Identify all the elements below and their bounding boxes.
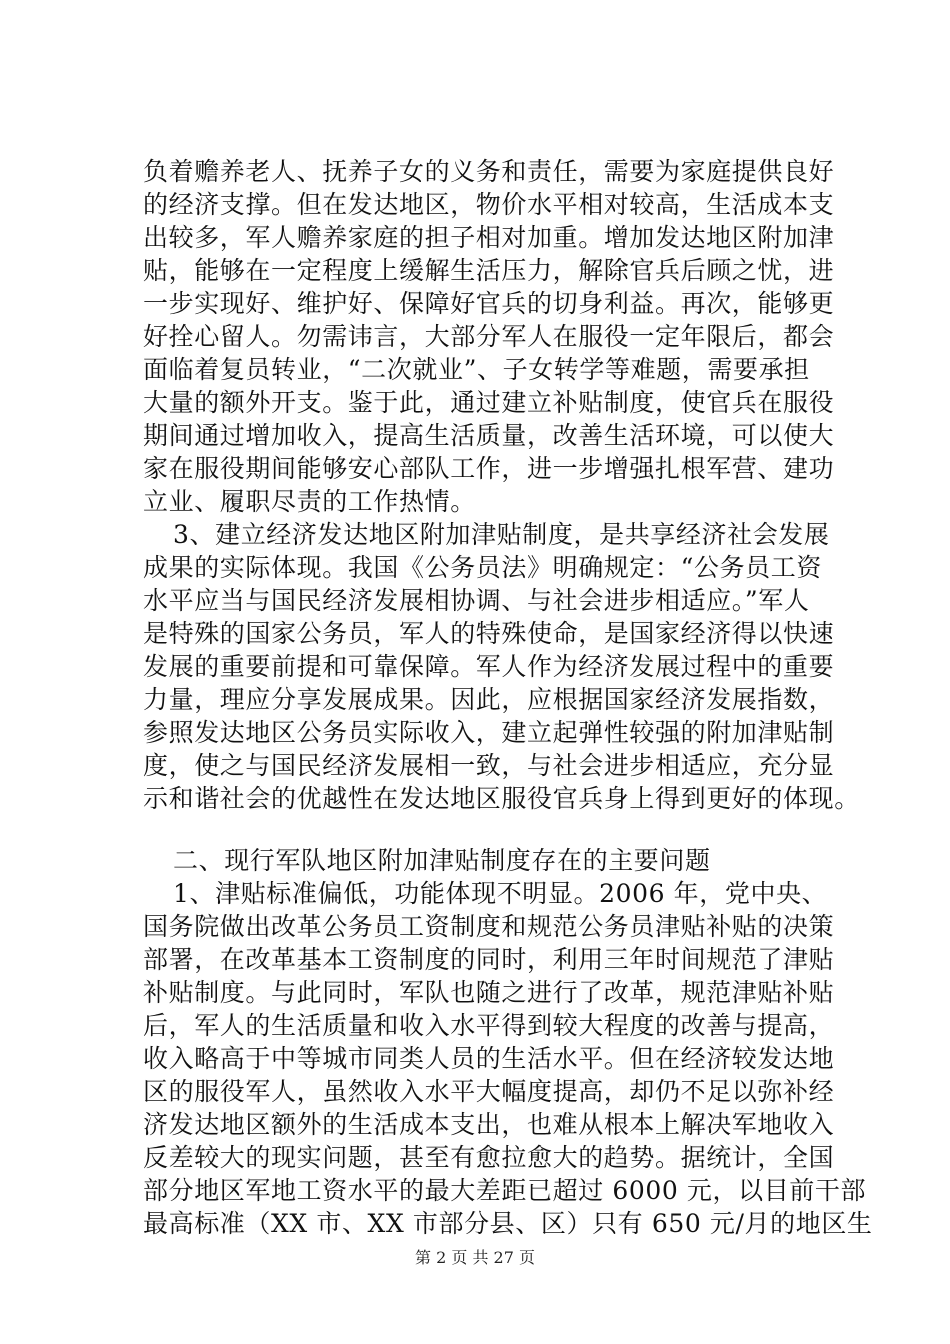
text-line: 收入略高于中等城市同类人员的生活水平。但在经济较发达地 <box>143 1044 835 1073</box>
text-line: 立业、履职尽责的工作热情。 <box>143 487 476 516</box>
text-line: 反差较大的现实问题，甚至有愈拉愈大的趋势。据统计，全国 <box>143 1143 835 1172</box>
text-line: 一步实现好、维护好、保障好官兵的切身利益。再次，能够更 <box>143 289 835 318</box>
text-line: 1、津贴标准偏低，功能体现不明显。2006 年，党中央、 <box>173 879 828 908</box>
text-line: 国务院做出改革公务员工资制度和规范公务员津贴补贴的决策 <box>143 912 835 941</box>
text-line: 济发达地区额外的生活成本支出，也难从根本上解决军地收入 <box>143 1110 835 1139</box>
text-line: 负着赡养老人、抚养子女的义务和责任，需要为家庭提供良好 <box>143 157 835 186</box>
text-line: 补贴制度。与此同时，军队也随之进行了改革，规范津贴补贴 <box>143 978 835 1007</box>
section-gap <box>143 815 855 844</box>
text-line: 成果的实际体现。我国《公务员法》明确规定：“公务员工资 <box>143 553 822 582</box>
text-line: 度，使之与国民经济发展相一致，与社会进步相适应，充分显 <box>143 751 835 780</box>
text-line: 发展的重要前提和可靠保障。军人作为经济发展过程中的重要 <box>143 652 835 681</box>
text-line: 水平应当与国民经济发展相协调、与社会进步相适应。”军人 <box>143 586 810 615</box>
text-line: 示和谐社会的优越性在发达地区服役官兵身上得到更好的体现。 <box>143 784 860 813</box>
text-line: 后，军人的生活质量和收入水平得到较大程度的改善与提高， <box>143 1011 835 1040</box>
text-line: 最高标准（XX 市、XX 市部分县、区）只有 650 元/月的地区生 <box>143 1209 873 1238</box>
text-line: 部署，在改革基本工资制度的同时，利用三年时间规范了津贴 <box>143 945 835 974</box>
section-heading: 二、现行军队地区附加津贴制度存在的主要问题 <box>173 846 711 875</box>
text-line: 力量，理应分享发展成果。因此，应根据国家经济发展指数， <box>143 685 835 714</box>
text-line: 参照发达地区公务员实际收入，建立起弹性较强的附加津贴制 <box>143 718 835 747</box>
paragraph-2 <box>143 518 860 815</box>
text-line: 出较多，军人赡养家庭的担子相对加重。增加发达地区附加津 <box>143 223 835 252</box>
page-number-footer: 第 2 页 共 27 页 <box>415 1248 535 1267</box>
document-body <box>143 155 873 1240</box>
text-line: 区的服役军人，虽然收入水平大幅度提高，却仍不足以弥补经 <box>143 1077 835 1106</box>
text-line: 期间通过增加收入，提高生活质量，改善生活环境，可以使大 <box>143 421 835 450</box>
paragraph-1 <box>143 155 855 518</box>
paragraph-3 <box>143 877 873 1240</box>
text-line: 大量的额外开支。鉴于此，通过建立补贴制度，使官兵在服役 <box>143 388 835 417</box>
text-line: 3、建立经济发达地区附加津贴制度，是共享经济社会发展 <box>173 520 830 549</box>
text-line: 贴，能够在一定程度上缓解生活压力，解除官兵后顾之忧，进 <box>143 256 835 285</box>
text-line: 家在服役期间能够安心部队工作，进一步增强扎根军营、建功 <box>143 454 835 483</box>
text-line: 是特殊的国家公务员，军人的特殊使命，是国家经济得以快速 <box>143 619 835 648</box>
text-line: 面临着复员转业，“二次就业”、子女转学等难题，需要承担 <box>143 355 810 384</box>
text-line: 的经济支撑。但在发达地区，物价水平相对较高，生活成本支 <box>143 190 835 219</box>
text-line: 好拴心留人。勿需讳言，大部分军人在服役一定年限后，都会 <box>143 322 835 351</box>
text-line: 部分地区军地工资水平的最大差距已超过 6000 元，以目前干部 <box>143 1176 867 1205</box>
